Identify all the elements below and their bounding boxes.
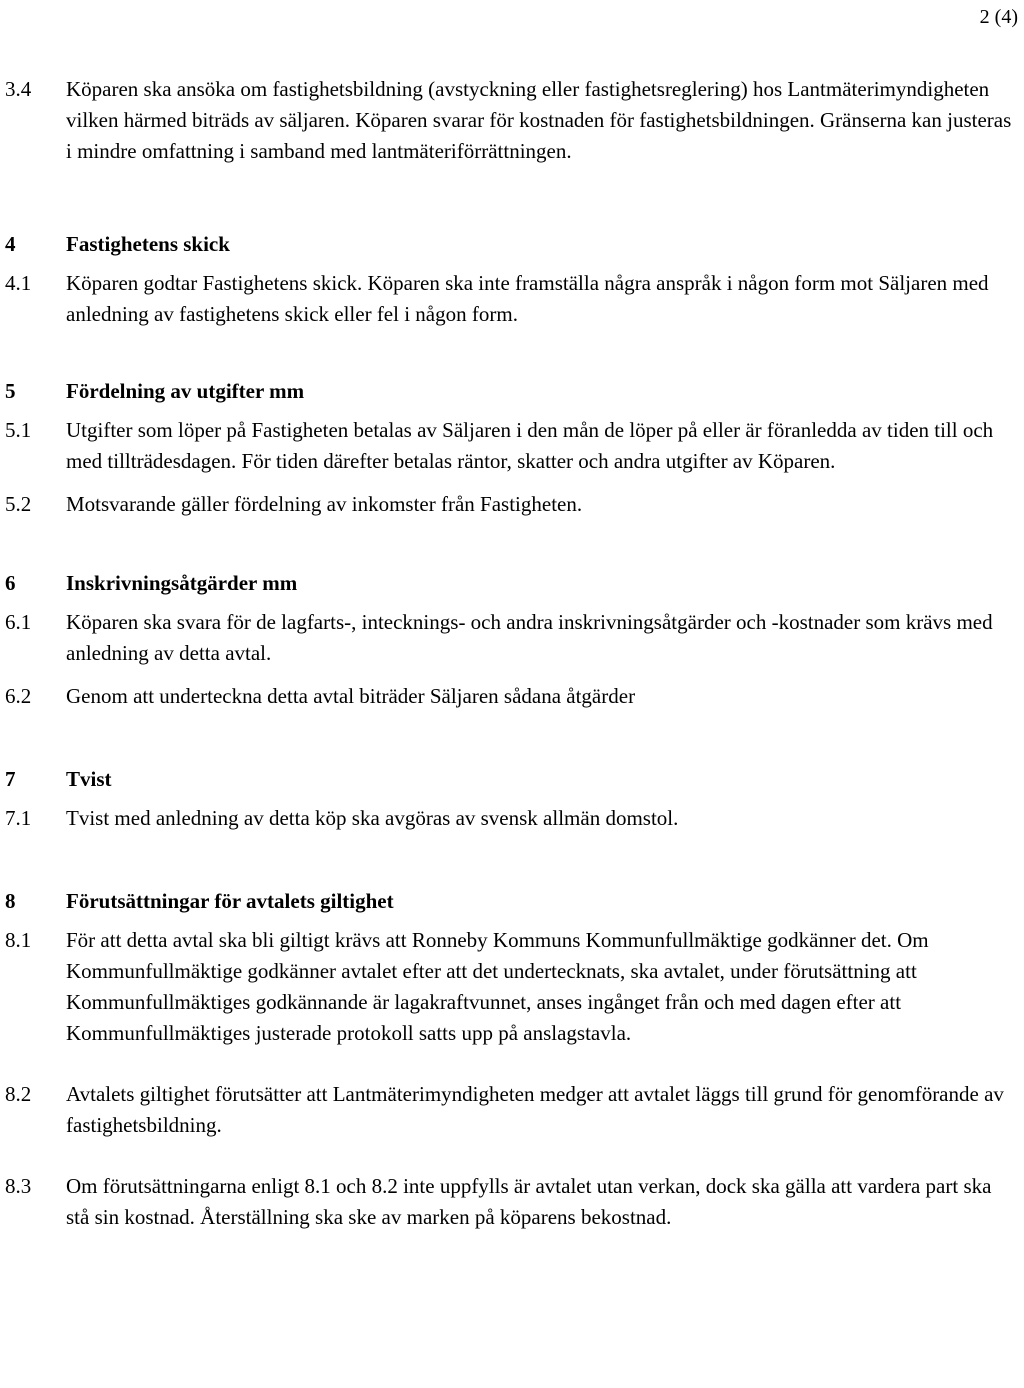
clause-text: Genom att underteckna detta avtal biträder Säljaren sådana åtgärder [66, 684, 636, 708]
section-number: 8 [5, 889, 16, 913]
clause-6-1 [5, 607, 1017, 669]
clause-text: Utgifter som löper på Fastigheten betalas av Säljaren i den mån de löper på eller är föranledda av tiden till och med tillträdesdagen. För tiden därefter betalas räntor, skatter och andra utgifter av Köparen. [66, 418, 994, 473]
clause-text: Köparen ska ansöka om fastighetsbildning (avstyckning eller fastighetsreglering) hos Lantmäterimyndigheten vilken härmed biträds av säljaren. Köparen svarar för kostnaden för fastighetsbildningen. Gränserna kan justeras i mindre omfattning i samband med lantmäteriförrättningen. [66, 77, 1012, 163]
clause-number: 3.4 [5, 77, 32, 101]
clause-number: 5.1 [5, 418, 32, 442]
clause-number: 5.2 [5, 492, 32, 516]
clause-number: 6.1 [5, 610, 32, 634]
clause-4-1 [5, 268, 1017, 330]
section-title: Tvist [66, 767, 112, 791]
section-title: Fördelning av utgifter mm [66, 379, 305, 403]
clause-text: Om förutsättningarna enligt 8.1 och 8.2 inte uppfylls är avtalet utan verkan, dock ska gälla att vardera part ska stå sin kostnad. Återställning ska ske av marken på köparens bekostnad. [66, 1174, 992, 1229]
clause-number: 6.2 [5, 684, 32, 708]
clause-text: Tvist med anledning av detta köp ska avgöras av svensk allmän domstol. [66, 806, 679, 830]
section-title: Förutsättningar för avtalets giltighet [66, 889, 394, 913]
clause-number: 7.1 [5, 806, 32, 830]
clause-number: 8.2 [5, 1082, 32, 1106]
page-number: 2 (4) [979, 6, 1018, 28]
clause-5-2 [5, 489, 1017, 520]
clause-3-4 [5, 74, 1017, 167]
clause-5-1 [5, 415, 1017, 477]
clause-6-2 [5, 681, 1017, 712]
clause-text: För att detta avtal ska bli giltigt krävs att Ronneby Kommuns Kommunfullmäktige godkänner det. Om Kommunfullmäktige godkänner avtalet efter att det undertecknats, ska avtalet, under förutsättning att Kommunfullmäktiges godkännande är lagakraftvunnet, anses ingånget från och med dagen efter att Kommunfullmäktiges justerade protokoll satts upp på anslagstavla. [66, 928, 929, 1045]
section-heading-4 [5, 229, 1017, 260]
section-heading-7 [5, 764, 1017, 795]
clause-text: Köparen ska svara för de lagfarts-, intecknings- och andra inskrivningsåtgärder och -kostnader som krävs med anledning av detta avtal. [66, 610, 993, 665]
section-number: 5 [5, 379, 16, 403]
section-heading-8 [5, 886, 1017, 917]
clause-8-2 [5, 1079, 1017, 1141]
section-heading-6 [5, 568, 1017, 599]
section-title: Inskrivningsåtgärder mm [66, 571, 298, 595]
clause-8-3 [5, 1171, 1017, 1233]
section-number: 4 [5, 232, 16, 256]
section-heading-5 [5, 376, 1017, 407]
clause-8-1 [5, 925, 1017, 1049]
section-title: Fastighetens skick [66, 232, 230, 256]
clause-text: Motsvarande gäller fördelning av inkomster från Fastigheten. [66, 492, 583, 516]
section-number: 6 [5, 571, 16, 595]
document-body [5, 74, 1017, 1233]
clause-text: Köparen godtar Fastighetens skick. Köparen ska inte framställa några anspråk i någon form mot Säljaren med anledning av fastighetens skick eller fel i någon form. [66, 271, 989, 326]
clause-text: Avtalets giltighet förutsätter att Lantmäterimyndigheten medger att avtalet läggs till grund för genomförande av fastighetsbildning. [66, 1082, 1004, 1137]
clause-number: 4.1 [5, 271, 32, 295]
section-number: 7 [5, 767, 16, 791]
clause-7-1 [5, 803, 1017, 834]
clause-number: 8.1 [5, 928, 32, 952]
clause-number: 8.3 [5, 1174, 32, 1198]
